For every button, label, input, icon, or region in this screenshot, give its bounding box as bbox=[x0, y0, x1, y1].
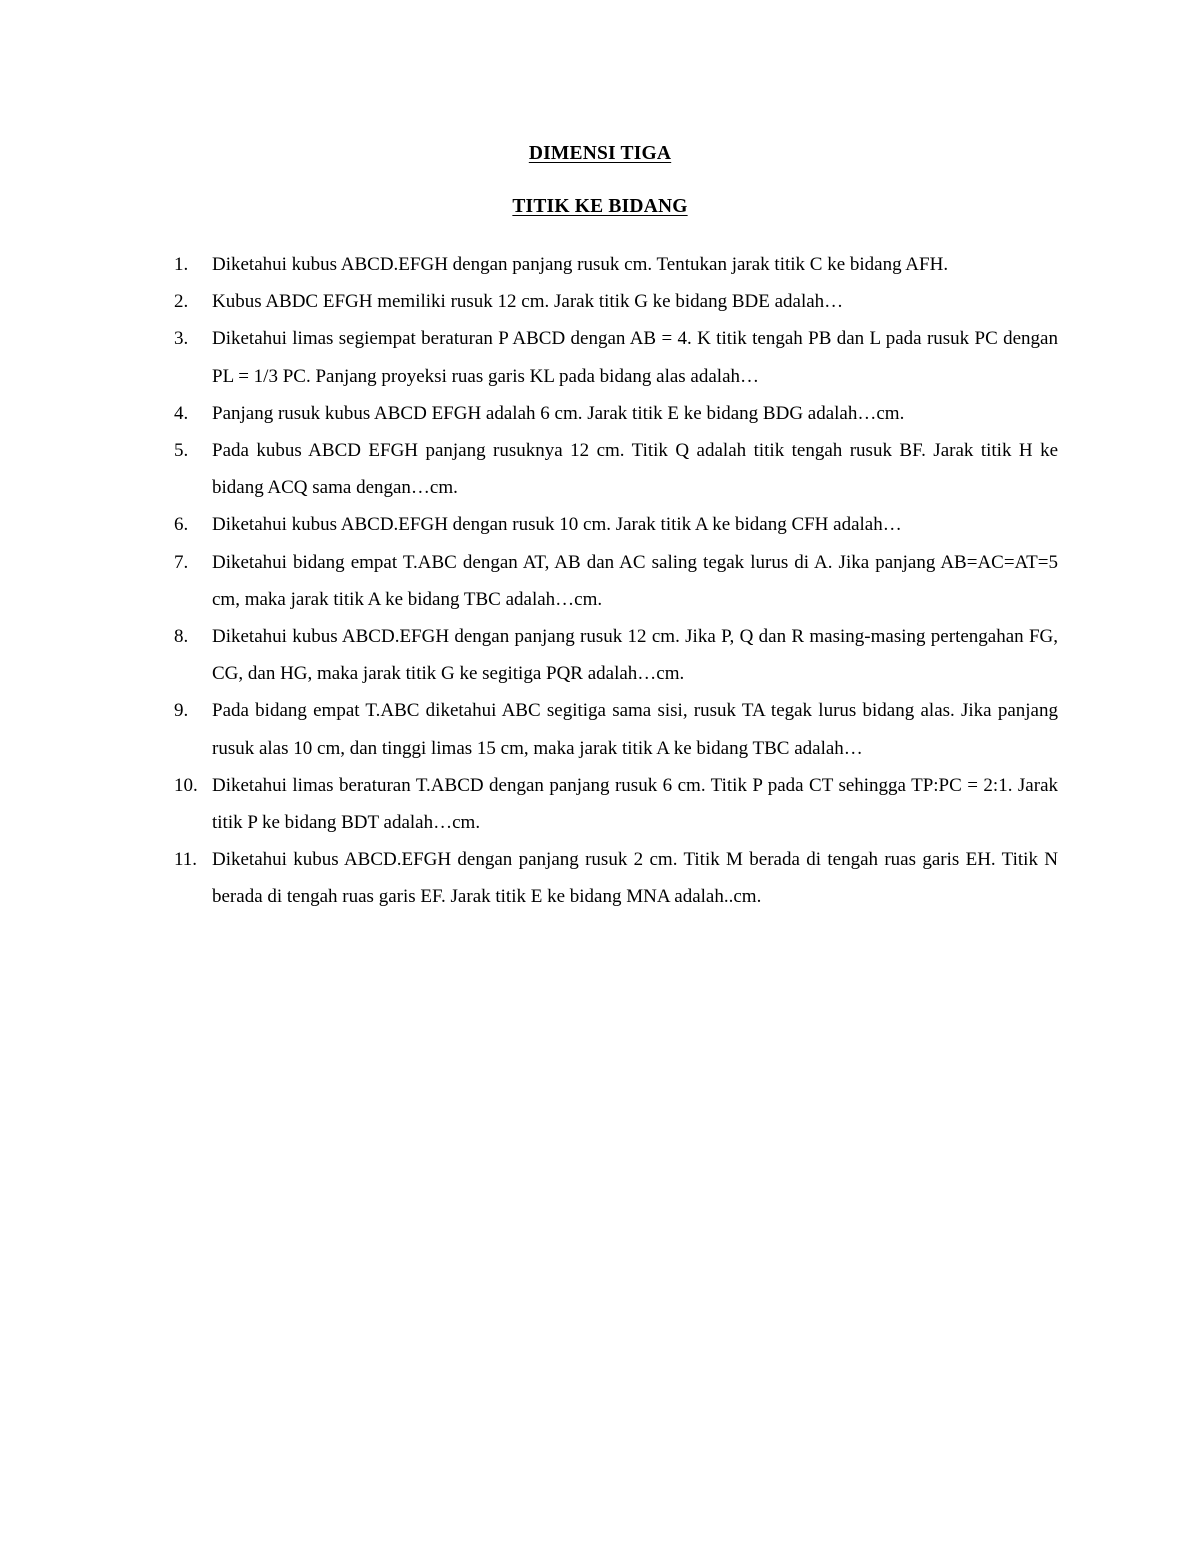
question-item bbox=[0, 432, 1058, 506]
question-item bbox=[0, 246, 1058, 283]
question-number: 4. bbox=[174, 402, 189, 424]
question-text: Pada bidang empat T.ABC diketahui ABC segitiga sama sisi, rusuk TA tegak lurus bidang alas. Jika panjang rusuk alas 10 cm, dan tinggi limas 15 cm, maka jarak titik A ke bidang TBC adalah… bbox=[212, 700, 1058, 759]
document-title: DIMENSI TIGA bbox=[528, 143, 672, 164]
question-text: Kubus ABDC EFGH memiliki rusuk 12 cm. Jarak titik G ke bidang BDE adalah… bbox=[212, 291, 844, 313]
question-item bbox=[0, 395, 1058, 432]
question-item bbox=[0, 544, 1058, 618]
question-text: Diketahui kubus ABCD.EFGH dengan rusuk 10 cm. Jarak titik A ke bidang CFH adalah… bbox=[212, 514, 902, 536]
question-text: Diketahui kubus ABCD.EFGH dengan panjang rusuk 12 cm. Jika P, Q dan R masing-masing pertengahan FG, CG, dan HG, maka jarak titik G ke segitiga PQR adalah…cm. bbox=[212, 626, 1058, 685]
question-number: 2. bbox=[174, 291, 189, 313]
question-item bbox=[0, 841, 1058, 915]
question-text: Diketahui limas beraturan T.ABCD dengan panjang rusuk 6 cm. Titik P pada CT sehingga TP:PC = 2:1. Jarak titik P ke bidang BDT adalah…cm. bbox=[212, 774, 1058, 834]
question-text: Pada kubus ABCD EFGH panjang rusuknya 12 cm. Titik Q adalah titik tengah rusuk BF. Jarak titik H ke bidang ACQ sama dengan…cm. bbox=[212, 440, 1058, 499]
document-subtitle: TITIK KE BIDANG bbox=[512, 196, 688, 217]
question-text: Panjang rusuk kubus ABCD EFGH adalah 6 cm. Jarak titik E ke bidang BDG adalah…cm. bbox=[212, 402, 905, 424]
question-number: 1. bbox=[174, 254, 189, 275]
question-number: 10. bbox=[174, 774, 198, 796]
question-text: Diketahui kubus ABCD.EFGH dengan panjang rusuk cm. Tentukan jarak titik C ke bidang AFH. bbox=[212, 254, 949, 275]
question-item bbox=[0, 767, 1058, 841]
question-text: Diketahui limas segiempat beraturan P ABCD dengan AB = 4. K titik tengah PB dan L pada rusuk PC dengan PL = 1/3 PC. Panjang proyeksi ruas garis KL pada bidang alas adalah… bbox=[212, 328, 1058, 387]
question-text: Diketahui kubus ABCD.EFGH dengan panjang rusuk 2 cm. Titik M berada di tengah ruas garis EH. Titik N berada di tengah ruas garis EF. Jarak titik E ke bidang MNA adalah..cm. bbox=[212, 849, 1058, 908]
question-item bbox=[0, 618, 1058, 692]
question-number: 6. bbox=[174, 514, 189, 536]
question-number: 9. bbox=[174, 700, 189, 722]
question-number: 3. bbox=[174, 328, 189, 350]
question-item bbox=[0, 283, 1058, 320]
question-number: 8. bbox=[174, 626, 189, 648]
question-item bbox=[0, 692, 1058, 766]
question-list bbox=[0, 246, 1200, 916]
question-number: 7. bbox=[174, 551, 189, 573]
question-text: Diketahui bidang empat T.ABC dengan AT, AB dan AC saling tegak lurus di A. Jika panjang AB=AC=AT=5 cm, maka jarak titik A ke bidang TBC adalah…cm. bbox=[212, 551, 1058, 610]
question-number: 5. bbox=[174, 440, 189, 462]
question-item bbox=[0, 320, 1058, 394]
question-number: 11. bbox=[174, 849, 198, 871]
question-item bbox=[0, 506, 1058, 543]
